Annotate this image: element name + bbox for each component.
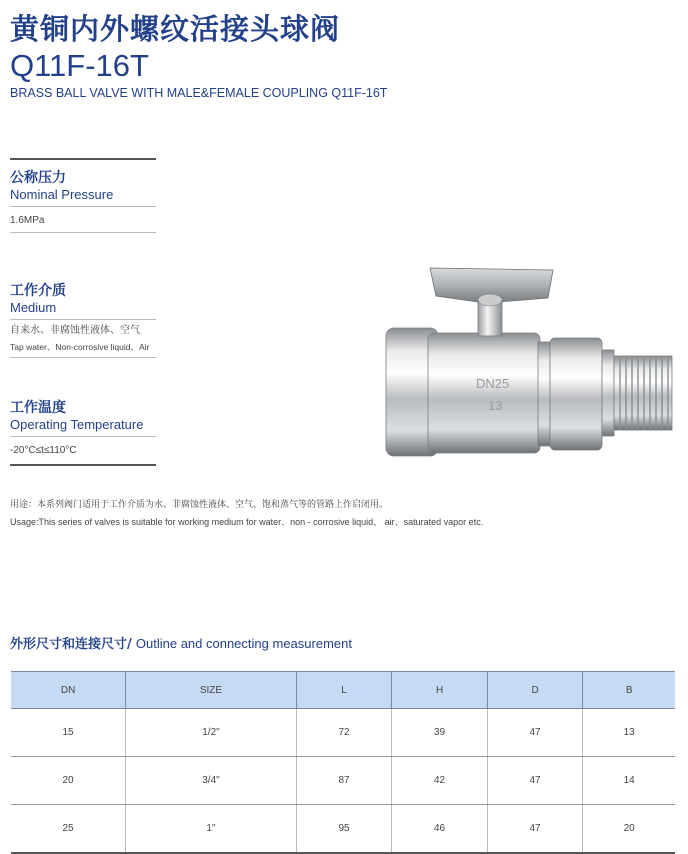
usage-text-en: Usage:This series of valves is suitable for working medium for water、non - corrosive liquid、 air、saturated vapor etc. [10, 517, 484, 527]
spec-label-cn: 公称压力 [10, 170, 66, 186]
table-cell: 3/4" [126, 757, 297, 805]
usage-text-cn: 用途：本系列阀门适用于工作介质为水、非腐蚀性液体、空气、饱和蒸气等的管路上作启闭用。 [10, 500, 389, 510]
column-header-size: SIZE [126, 672, 297, 709]
table-header-row [11, 672, 675, 709]
spec-nominal-pressure [10, 158, 156, 233]
table-cell: 13 [583, 709, 675, 757]
spec-operating-temperature [10, 390, 156, 466]
model-number: Q11F-16T [10, 48, 149, 83]
section-title-en: Outline and connecting measurement [135, 636, 352, 651]
divider [10, 464, 156, 466]
spec-label-en: Nominal Pressure [10, 187, 114, 202]
table-row [11, 757, 675, 805]
table-cell: 39 [392, 709, 488, 757]
body-marking-size: 13 [488, 398, 503, 413]
column-header-b: B [583, 672, 675, 709]
spec-value: -20°C≤t≤110°C [10, 445, 77, 456]
spec-value: 1.6MPa [10, 215, 45, 226]
column-header-d: D [487, 672, 583, 709]
table-cell: 25 [11, 805, 126, 854]
ball-valve-image [378, 258, 678, 473]
column-header-l: L [296, 672, 392, 709]
spec-label-cn: 工作介质 [10, 283, 66, 299]
column-header-dn: DN [11, 672, 126, 709]
section-title-cn: 外形尺寸和连接尺寸/ [10, 637, 132, 652]
page-title-cn: 黄铜内外螺纹活接头球阀 [10, 12, 341, 46]
table-cell: 14 [583, 757, 675, 805]
table-cell: 42 [392, 757, 488, 805]
table-cell: 72 [296, 709, 392, 757]
divider [10, 436, 156, 437]
divider [10, 319, 156, 320]
spec-label-en: Medium [10, 300, 57, 315]
table-cell: 1/2" [126, 709, 297, 757]
table-row [11, 805, 675, 854]
spec-label-cn: 工作温度 [10, 400, 66, 416]
spec-label-en: Operating Temperature [10, 417, 144, 432]
measurement-section-title [10, 635, 352, 654]
table-cell: 47 [487, 709, 583, 757]
spec-value: 自来水、非腐蚀性液体、空气 [10, 325, 140, 336]
table-cell: 15 [11, 709, 126, 757]
measurement-table [11, 671, 675, 854]
table-cell: 20 [583, 805, 675, 854]
table-cell: 95 [296, 805, 392, 854]
page-title-en: BRASS BALL VALVE WITH MALE&FEMALE COUPLING Q11F-16T [10, 86, 388, 100]
table-cell: 1" [126, 805, 297, 854]
column-header-h: H [392, 672, 488, 709]
table-cell: 47 [487, 757, 583, 805]
body-marking-dn: DN25 [476, 376, 510, 391]
spec-medium [10, 273, 156, 358]
divider [10, 206, 156, 207]
spec-value: Tap water、Non-corrosive liquid、Air [10, 342, 150, 352]
table-cell: 46 [392, 805, 488, 854]
table-cell: 47 [487, 805, 583, 854]
divider [10, 357, 156, 358]
table-cell: 87 [296, 757, 392, 805]
table-cell: 20 [11, 757, 126, 805]
divider [10, 232, 156, 233]
divider [10, 158, 156, 160]
table-row [11, 709, 675, 757]
